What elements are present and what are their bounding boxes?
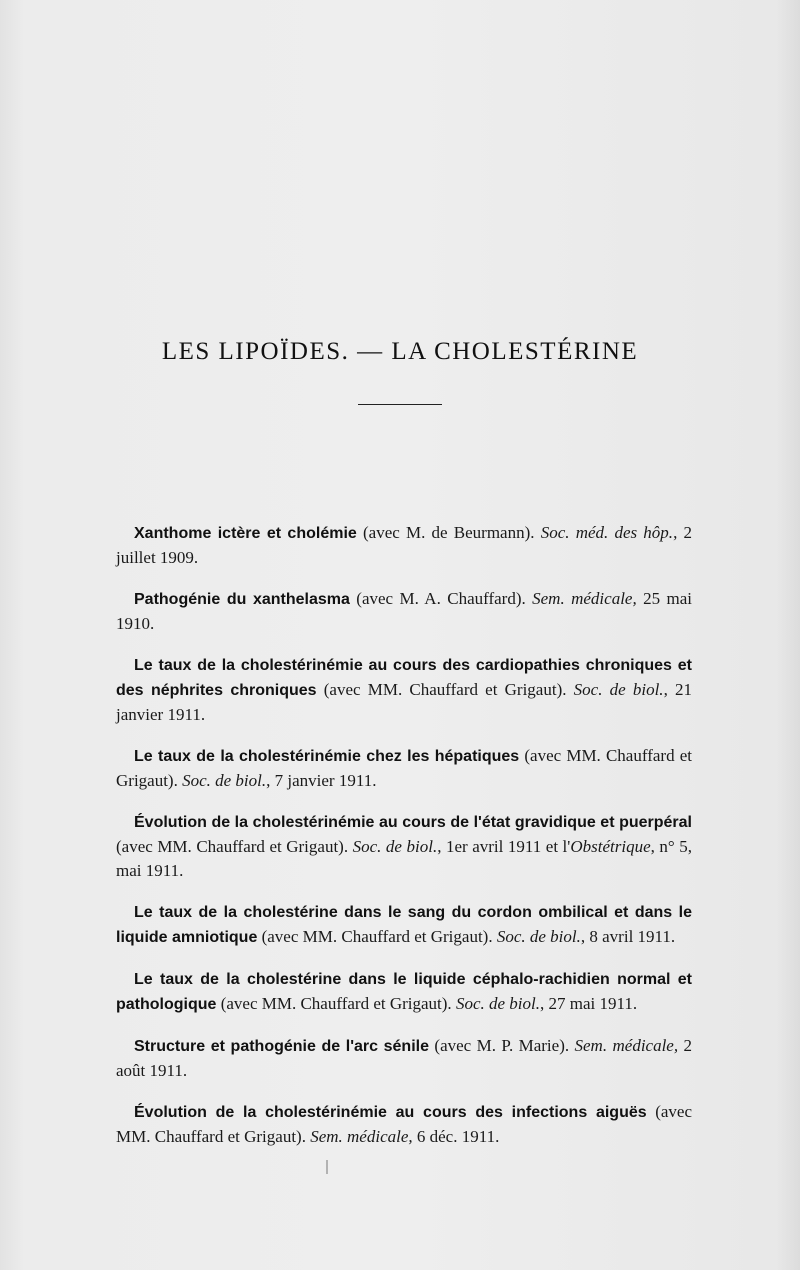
entry-authors: (avec MM. Chauffard et Grigaut). xyxy=(116,1102,692,1146)
bibliography-entry xyxy=(116,587,692,636)
entry-journal: Soc. de biol. xyxy=(496,927,581,946)
entry-journal: Soc. de biol. xyxy=(573,680,664,699)
entry-journal: Sem. médicale, xyxy=(532,589,637,608)
entry-title: Structure et pathogénie de l'arc sénile xyxy=(134,1038,429,1055)
entry-date: , 21 janvier 1911. xyxy=(116,680,692,724)
entry-date: 25 mai 1910. xyxy=(116,589,692,633)
bibliography-entry xyxy=(116,653,692,727)
entry-date: , 2 juillet 1909. xyxy=(116,523,693,567)
bibliography-entry xyxy=(116,1034,692,1083)
entry-title: Xanthome ictère et cholémie xyxy=(134,525,357,542)
entry-title: Le taux de la cholestérinémie au cours des cardiopathies chroniques et des néphrites chroniques xyxy=(116,657,692,699)
entry-authors: (avec MM. Chauffard et Grigaut). xyxy=(216,994,456,1013)
entry-authors: (avec M. de Beurmann). xyxy=(356,523,541,542)
entry-date: , 7 janvier 1911. xyxy=(266,771,377,790)
entry-title: Évolution de la cholestérinémie au cours de l'état gravidique et puerpéral xyxy=(134,814,692,831)
bibliography-entry xyxy=(116,810,692,883)
bibliography-entry xyxy=(116,744,692,793)
entry-title: Le taux de la cholestérine dans le liquide céphalo-rachidien normal et pathologique xyxy=(116,971,692,1013)
entry-journal: Soc. de biol. xyxy=(352,837,438,856)
title-divider xyxy=(358,404,442,405)
entry-authors: (avec MM. Chauffard et Grigaut). xyxy=(116,746,693,790)
entry-journal: Soc. de biol. xyxy=(182,771,267,790)
entry-date: , 27 mai 1911. xyxy=(539,994,638,1013)
entry-journal: Sem. médicale, xyxy=(574,1036,679,1055)
entry-title: Évolution de la cholestérinémie au cours des infections aiguës xyxy=(134,1104,647,1121)
entry-authors: (avec MM. Chauffard et Grigaut). xyxy=(316,680,574,699)
entry-date: , 1er avril 1911 et l' xyxy=(437,837,571,856)
bibliography-entry xyxy=(116,967,692,1017)
entry-date: 2 août 1911. xyxy=(116,1036,693,1080)
bibliography-entry xyxy=(116,1100,692,1149)
entry-date: , 8 avril 1911. xyxy=(580,927,676,946)
entry-journal: Soc. de biol. xyxy=(455,994,540,1013)
entry-journal-secondary: Obstétrique xyxy=(570,837,651,856)
section-title: LES LIPOÏDES. — LA CHOLESTÉRINE xyxy=(161,338,639,365)
entry-authors: (avec MM. Chauffard et Grigaut). xyxy=(116,837,353,856)
bibliography-entry xyxy=(116,900,692,950)
entry-title: Pathogénie du xanthelasma xyxy=(134,591,350,608)
entry-journal: Soc. méd. des hôp. xyxy=(540,523,674,542)
entry-date-secondary: , n° 5, mai 1911. xyxy=(116,837,692,880)
entry-title: Le taux de la cholestérine dans le sang du cordon ombilical et dans le liquide amniotique xyxy=(116,904,692,946)
entry-date: 6 déc. 1911. xyxy=(412,1127,500,1146)
entry-journal: Sem. médicale, xyxy=(310,1127,413,1146)
entry-authors: (avec M. P. Marie). xyxy=(429,1036,575,1055)
scan-mark xyxy=(326,1160,328,1174)
entry-authors: (avec M. A. Chauffard). xyxy=(349,589,533,608)
bibliography-entry xyxy=(116,521,692,570)
bibliography-list xyxy=(116,504,692,1161)
entry-authors: (avec MM. Chauffard et Grigaut). xyxy=(257,927,497,946)
entry-title: Le taux de la cholestérinémie chez les hépatiques xyxy=(134,748,520,765)
